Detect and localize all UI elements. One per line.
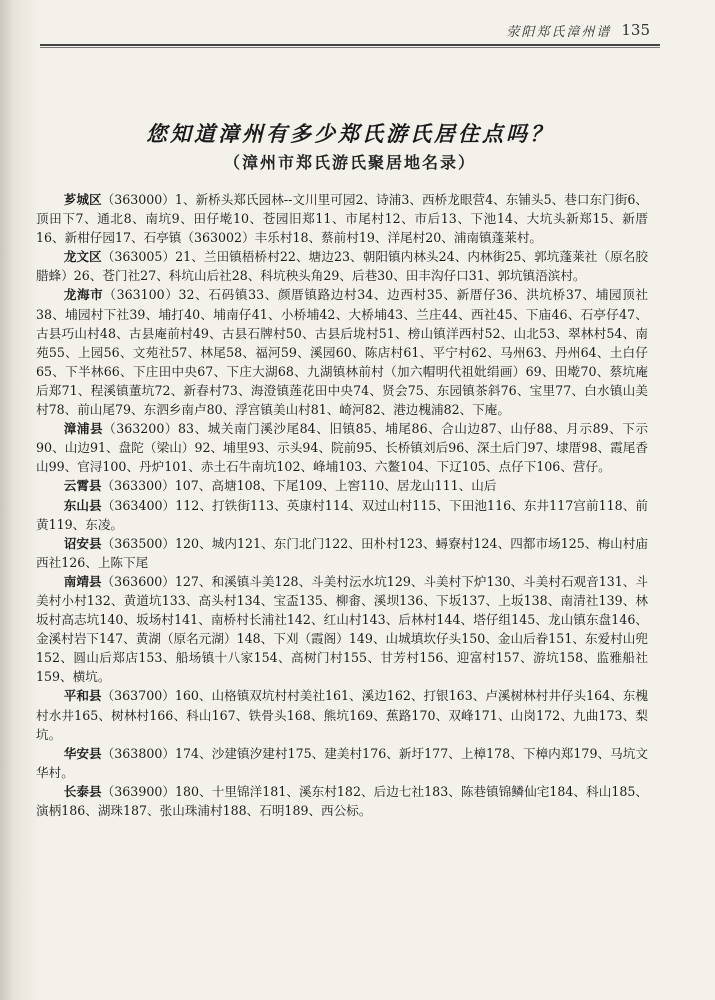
county-name: 东山县 [63, 497, 102, 513]
county-name: 芗城区 [63, 192, 102, 207]
county-name: 龙海市 [63, 287, 104, 303]
page-number: 135 [621, 21, 650, 39]
entry-text: （363500）120、城内121、东门北门122、田朴村123、蟳寮村124、四都市场125、梅山村庙西社126、上陈下尾 [36, 535, 649, 570]
county-name: 平和县 [63, 688, 102, 704]
entry-text: （363300）107、高塘108、下尾109、上窖110、居龙山111、山后 [101, 478, 497, 494]
entry-dongshan [36, 496, 648, 534]
county-name: 龙文区 [63, 249, 102, 265]
entry-yunxiao [36, 476, 648, 495]
county-name: 长泰县 [63, 783, 102, 799]
entry-text: （363400）112、打铁街113、英康村114、双过山村115、下田池116、东井117宫前118、前黄119、东凌。 [36, 497, 649, 532]
entry-text: （363800）174、沙建镇汐建村175、建美村176、新圩177、上樟178、下樟内郑179、马坑文华村。 [36, 745, 649, 780]
entry-zhaoan [36, 534, 648, 572]
header-rule-thin [40, 47, 660, 48]
entry-pinghe [36, 686, 648, 743]
article-subtitle: （漳州市郑氏游氏聚居地名录） [223, 153, 476, 172]
entry-huaan [36, 744, 648, 782]
entry-text: （363100）32、石码镇33、颜厝镇路边村34、边西村35、新厝仔36、洪坑桥37、埔园顶社38、埔园村下社39、埔打40、埔南仔41、小桥埔42、大桥埔43、兰庄44、西社45、下庙46、石亭仔47、古县巧山村48、古县庵前村49、古县石牌村50、古县后垅村51、榜山镇洋西村52、山北53、翠林村54、南苑55、上园56、文苑社57、林尾58、福河59、溪园60、陈店村61、平宁村62、马州63、丹州64、土白仔65、下半林66、下庄田中央67、下庄大湖68、九湖镇林前村（加六帽明代祖妣绢画）69、田墘70、蔡坑庵后郑71、程溪镇董坑72、新春村73、海澄镇莲花田中央74、贤会75、东园镇茶斜76、宝里77、白水镇山美村78、前山尾79、东泗乡南卢80、浮宫镇美山村81、崎河82、港边槐浦82、下庵。 [36, 287, 649, 418]
entry-changtai [36, 782, 648, 820]
county-name: 云霄县 [63, 478, 102, 494]
entry-zhangpu [36, 419, 648, 476]
entry-text: （363900）180、十里锦洋181、溪东村182、后边七社183、陈巷镇锦鳞仙宅184、科山185、演柄186、湖珠187、张山珠浦村188、石明189、西公标。 [36, 783, 649, 818]
entry-longwen [36, 247, 648, 285]
running-header [380, 18, 650, 42]
county-name: 漳浦县 [63, 421, 104, 437]
entry-longhai [36, 285, 648, 419]
entry-xiangcheng [36, 190, 648, 247]
county-name: 诏安县 [63, 535, 102, 551]
entry-text: （363000）1、新桥头郑氏园林--文川里可园2、诗浦3、西桥龙眼营4、东铺头5、巷口东门街6、顶田下7、通北8、南坑9、田仔墘10、苍园旧郑11、市尾村12、市后13、下池14、大坑头新郑15、新厝16、新柑仔园17、石亭镇（363002）丰乐村18、蔡前村19、洋尾村20、浦南镇蓬莱村。 [36, 192, 648, 246]
article-title: 您知道漳州有多少郑氏游氏居住点吗？ [146, 121, 554, 146]
county-name: 华安县 [63, 745, 102, 761]
entry-nanjing [36, 572, 648, 687]
entry-text: （363600）127、和溪镇斗美128、斗美村沄水坑129、斗美村下炉130、斗美村石观音131、斗美村小村132、黄道坑133、高头村134、宝盃135、柳畬、溪坝136、下坂137、上坂138、南清社139、林坂村高志坑140、坂场村141、南桥村长浦社142、红山村143、后林村144、塔仔组145、龙山镇东盘146、金溪村岩下147、黄湖（原名元湖）148、下刈（霞阁）149、山城填坎仔头150、金山后眷151、东爱村山兜152、圆山后郑店153、船场镇十八家154、高树门村155、甘芳村156、迎富村157、游坑158、监雅船社159、横坑。 [36, 573, 649, 685]
header-rule [40, 44, 660, 46]
running-title: 荥阳郑氏漳州谱 [506, 24, 612, 40]
entry-text: （363005）21、兰田镇梧桥村22、塘边23、朝阳镇内林头24、内林街25、郭坑蓬莱社（原名胶腊蜂）26、苍门社27、科坑山后社28、科坑秧头角29、后巷30、田丰沟仔口31、郭坑镇浯滨村。 [36, 249, 649, 284]
county-name: 南靖县 [63, 573, 102, 589]
directory-list [36, 190, 648, 820]
entry-text: （363700）160、山格镇双坑村村美社161、溪边162、打银163、卢溪树林村井仔头164、东槐村水井165、树林村166、科山167、铁骨头168、熊坑169、蕉路170、双峰171、山岗172、九曲173、梨坑。 [36, 688, 649, 742]
entry-text: （363200）83、城关南门溪沙尾84、旧镇85、埔尾86、合山边87、山仔88、月示89、下示90、山边91、盘陀（梁山）92、埔里93、示头94、院前95、长桥镇刘后96、深土后门97、埭厝98、霞尾香山99、官浔100、丹炉101、赤土石牛南坑102、峰埔103、六鳌104、下辽105、点仔下106、营仔。 [36, 421, 648, 475]
